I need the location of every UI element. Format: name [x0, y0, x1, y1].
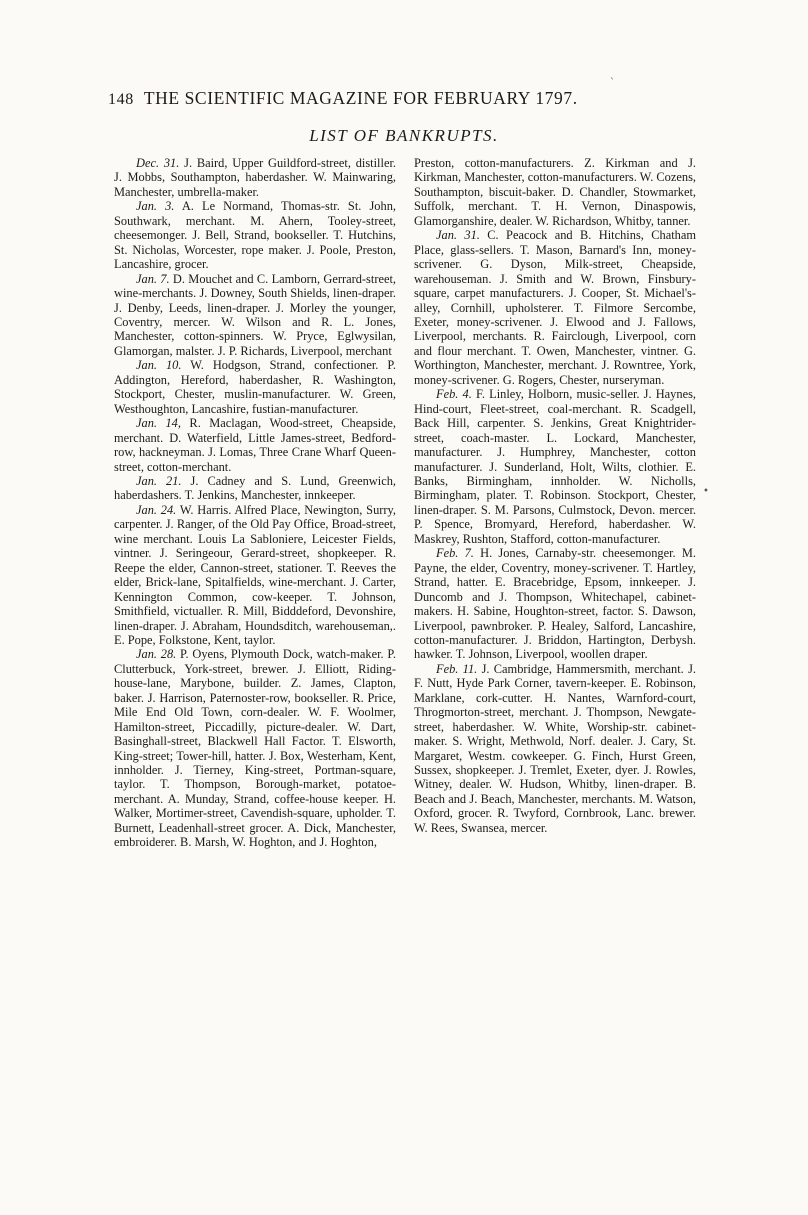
entry-date: Jan. 28.	[136, 647, 177, 662]
entry-date: Feb. 7.	[436, 546, 474, 561]
entry-date: Dec. 31.	[136, 156, 180, 170]
entry-date: Feb. 11.	[436, 661, 478, 676]
entry-text: H. Jones, Carnaby-str. cheesemonger. M. Payne, the elder, Coventry, money-scrivener. T. Hartley, Strand, hatter. E. Bracebridge, Epsom, innkeeper. J. Duncomb and J. Thompson, Whitechapel, cabinet-makers. H. Sabine, Houghton-street, factor. S. Dawson, Liverpool, pawnbroker. P. Healey, Salford, Lancashire, cotton-manufacturer. J. Briddon, Hartington, Derbysh. hawker. T. Johnson, Liverpool, woollen draper.	[414, 546, 696, 662]
entry-text: J. Baird, Upper Guildford-street, distiller. J. Mobbs, Southampton, haberdasher. W. Mainwaring, Manchester, umbrella-maker.	[114, 156, 396, 199]
bankrupt-entry	[114, 272, 396, 359]
entry-text: R. Maclagan, Wood-street, Cheapside, merchant. D. Waterfield, Little James-street, Bedford-row, hackneyman. J. Lomas, Three Crane Wharf Queen-street, cotton-merchant.	[114, 416, 396, 474]
bankrupt-entry	[414, 546, 696, 662]
entry-text: W. Harris. Alfred Place, Newington, Surry, carpenter. J. Ranger, of the Old Pay Office, Broad-street, wine merchant. Louis La Sabloniere, Leicester Fields, vintner. J. Seringeour, Gerard-street, shopkeeper. R. Reepe the elder, Cannon-street, stationer. T. Reeves the elder, Brick-lane, Spitalfields, wine-merchant. J. Carter, Kennington Common, cow-keeper. T. Johnson, Smithfield, victualler. R. Mill, Bidddeford, Devonshire, linen-draper. J. Abraham, Houndsditch, warehouseman,. E. Pope, Folkstone, Kent, taylor.	[114, 502, 396, 647]
entry-date: Jan. 31.	[436, 228, 480, 243]
bankrupt-entry	[414, 228, 696, 387]
section-title: LIST OF BANKRUPTS.	[309, 126, 499, 145]
running-title: THE SCIENTIFIC MAGAZINE FOR FEBRUARY 1797.	[143, 88, 578, 108]
entry-date: Jan. 14,	[136, 416, 181, 431]
bankrupt-entry	[114, 416, 396, 474]
entry-date: Jan. 21.	[136, 473, 182, 488]
entry-text: D. Mouchet and C. Lamborn, Gerrard-street, wine-merchants. J. Downey, South Shields, linen-draper. J. Denby, Leeds, linen-draper. J. Morley the younger, Coventry, mercer. W. Wilson and R. L. Jones, Manchester, cotton-spinners. W. Pryce, Eglwysilan, Glamorgan, malster. J. P. Richards, Liverpool, merchant	[114, 271, 396, 358]
entry-text: J. Cambridge, Hammersmith, merchant. J. F. Nutt, Hyde Park Corner, tavern-keeper. E. Robinson, Marklane, cork-cutter. H. Nantes, Warnford-court, Throgmorton-street, merchant. J. Thompson, Newgate-street, haberdasher. W. White, Worship-str. cabinet-maker. S. Wright, Methwold, Norf. dealer. J. Cary, St. Margaret, Westm. cowkeeper. G. Finch, Hurst Green, Sussex, shopkeeper. J. Tremlet, Exeter, dyer. J. Rowles, Witney, dealer. W. Hudson, Whitby, linen-draper. B. Beach and J. Beach, Manchester, merchants. M. Watson, Oxford, grocer. R. Twyford, Cornbrook, Lanc. brewer. W. Rees, Swansea, mercer.	[414, 661, 696, 835]
entry-text: C. Peacock and B. Hitchins, Chatham Place, glass-sellers. T. Mason, Barnard's Inn, money-scrivener. G. Dyson, Milk-street, Cheapside, warehouseman. J. Smith and W. Brown, Finsbury-square, carpet manufacturers. J. Cooper, St. Michael's-alley, Cornhill, upholsterer. T. Filmore Sercombe, Exeter, money-scrivener. J. Elwood and J. Fallows, Liverpool, merchants. R. Fairclough, Liverpool, corn and flour merchant. T. Owen, Manchester, vintner. G. Worthington, Manchester, merchant. J. Rowntree, York, money-scrivener. G. Rogers, Chester, nurseryman.	[414, 228, 696, 387]
entry-date: Jan. 10.	[136, 358, 182, 373]
bankrupt-entry	[114, 199, 396, 271]
running-header	[108, 88, 698, 109]
entry-date: Jan. 3.	[136, 199, 175, 214]
entry-date: Jan. 7.	[136, 271, 170, 286]
entry-text: J. Cadney and S. Lund, Greenwich, haberdashers. T. Jenkins, Manchester, innkeeper.	[114, 473, 396, 503]
entry-text: F. Linley, Holborn, music-seller. J. Haynes, Hind-court, Fleet-street, coal-merchant. R. Scadgell, Back Hill, carpenter. S. Jenkins, Great Knightrider-street, coach-master. L. Lockard, Manchester, manufacturer. J. Humphrey, Manchester, cotton manufacturer. J. Sunderland, Holt, Wilts, clothier. E. Banks, Birmingham, innholder. W. Nicholls, Birmingham, plater. T. Robinson. Stockport, Chester, linen-draper. S. M. Parsons, Culmstock, Devon. mercer. P. Spence, Bromyard, Hereford, haberdasher. W. Maskrey, Rushton, Stafford, cotton-manufacturer.	[414, 387, 696, 546]
entry-text: W. Hodgson, Strand, confectioner. P. Addington, Hereford, haberdasher, R. Washington, Stockport, Chester, muslin-manufacturer. W. Green, Westhoughton, Lancashire, fustian-manufacturer.	[114, 358, 396, 416]
bankrupt-entry	[414, 387, 696, 546]
entry-text: A. Le Normand, Thomas-str. St. John, Southwark, merchant. M. Ahern, Tooley-street, cheesemonger. J. Bell, Strand, bookseller. T. Hutchins, St. Nicholas, Worcester, rope maker. J. Poole, Preston, Lancashire, grocer.	[114, 199, 396, 272]
bankrupt-entry	[114, 503, 396, 648]
bankrupt-entry	[114, 156, 396, 199]
stray-mark-top: `	[610, 78, 615, 89]
bankrupt-entry	[114, 358, 396, 416]
bankrupt-entry	[414, 662, 696, 835]
entry-date: Feb. 4.	[436, 387, 472, 402]
page-number: 148	[108, 91, 134, 108]
left-column	[114, 156, 396, 850]
bankrupt-entry	[114, 647, 396, 849]
right-column	[414, 156, 696, 835]
entry-text: Preston, cotton-manufacturers. Z. Kirkman and J. Kirkman, Manchester, cotton-manufacturers. W. Cozens, Southampton, biscuit-baker. D. Chandler, Stowmarket, Suffolk, merchant. T. H. Vernon, Dinaspowis, Glamorganshire, dealer. W. Richardson, Whitby, tanner.	[414, 156, 696, 228]
entry-text: P. Oyens, Plymouth Dock, watch-maker. P. Clutterbuck, York-street, brewer. J. Elliott, Riding-house-lane, Marybone, builder. Z. James, Clapton, baker. J. Harrison, Paternoster-row, bookseller. R. Price, Mile End Old Town, corn-dealer. W. F. Woolmer, Hamilton-street, Piccadilly, picture-dealer. W. Dart, Basinghall-street, Blackwell Hall Factor. T. Elsworth, King-street; Tower-hill, hatter. J. Box, Westerham, Kent, innholder. J. Tierney, King-street, Portman-square, taylor. T. Thompson, Borough-market, potatoe-merchant. A. Munday, Strand, coffee-house keeper. H. Walker, Mortimer-street, Cavendish-square, upholder. T. Burnett, Leadenhall-street grocer. A. Dick, Manchester, embroiderer. B. Marsh, W. Hoghton, and J. Hoghton,	[114, 647, 397, 850]
entry-date: Jan. 24.	[136, 502, 177, 517]
bankrupt-entry	[114, 474, 396, 503]
bankrupt-entry	[414, 156, 696, 228]
stray-mark-margin: •	[703, 486, 709, 497]
